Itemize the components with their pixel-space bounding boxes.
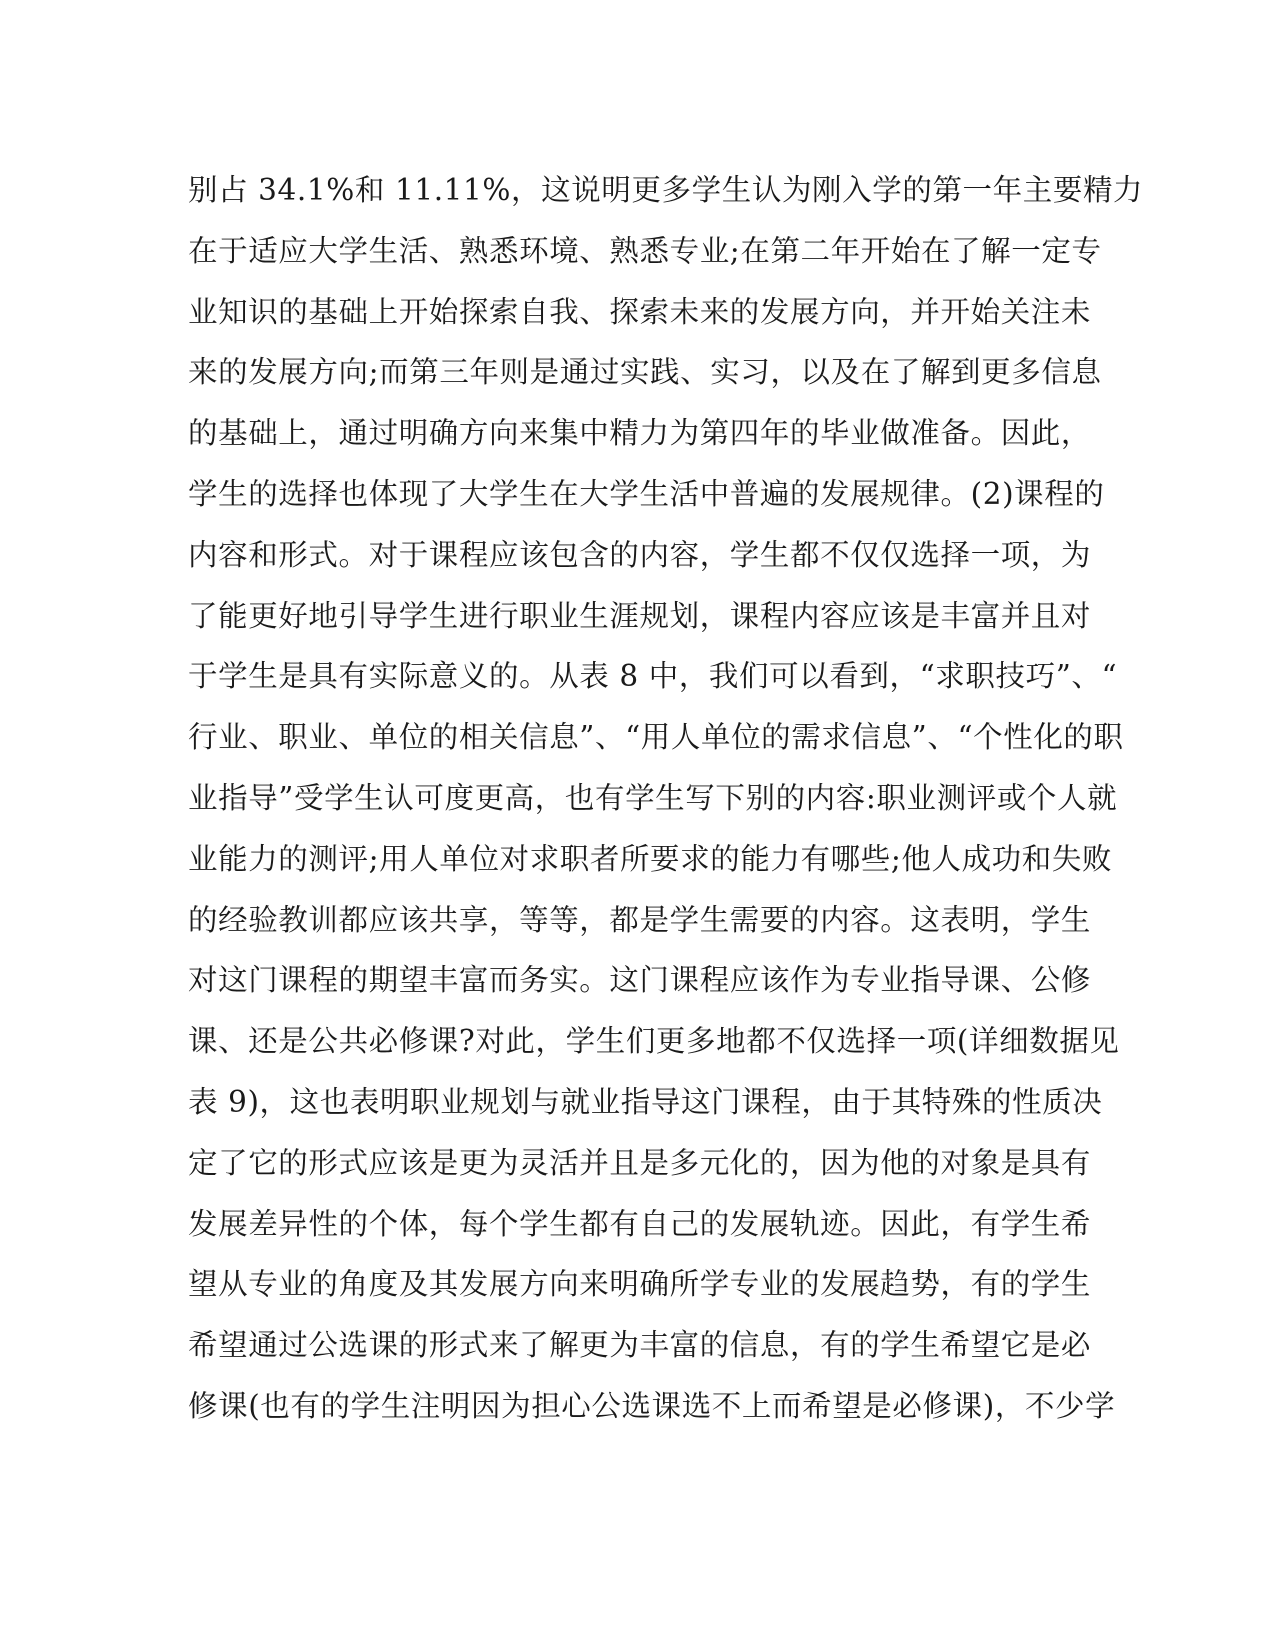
- text-line: 望从专业的角度及其发展方向来明确所学专业的发展趋势，有的学生: [188, 1267, 1092, 1302]
- text-line: 在于适应大学生活、熟悉环境、熟悉专业;在第二年开始在了解一定专: [188, 233, 1102, 268]
- text-line: 对这门课程的期望丰富而务实。这门课程应该作为专业指导课、公修: [188, 963, 1092, 998]
- text-line: 来的发展方向;而第三年则是通过实践、实习，以及在了解到更多信息: [188, 355, 1102, 390]
- text-line: 发展差异性的个体，每个学生都有自己的发展轨迹。因此，有学生希: [188, 1206, 1092, 1241]
- text-line: 别占 34.1%和 11.11%，这说明更多学生认为刚入学的第一年主要精力: [188, 173, 1144, 207]
- text-line: 内容和形式。对于课程应该包含的内容，学生都不仅仅选择一项，为: [188, 537, 1092, 572]
- text-line: 了能更好地引导学生进行职业生涯规划，课程内容应该是丰富并且对: [188, 598, 1092, 633]
- text-line: 业知识的基础上开始探索自我、探索未来的发展方向，并开始关注未: [188, 294, 1092, 329]
- text-line: 学生的选择也体现了大学生在大学生活中普遍的发展规律。(2)课程的: [188, 476, 1105, 511]
- text-line: 行业、职业、单位的相关信息”、“用人单位的需求信息”、“个性化的职: [188, 720, 1124, 755]
- text-line: 业指导”受学生认可度更高，也有学生写下别的内容:职业测评或个人就: [188, 780, 1118, 815]
- text-line: 修课(也有的学生注明因为担心公选课选不上而希望是必修课)，不少学: [188, 1388, 1116, 1423]
- text-line: 课、还是公共必修课?对此，学生们更多地都不仅选择一项(详细数据见: [188, 1024, 1120, 1059]
- text-line: 定了它的形式应该是更为灵活并且是多元化的，因为他的对象是具有: [188, 1145, 1092, 1180]
- text-line: 希望通过公选课的形式来了解更为丰富的信息，有的学生希望它是必: [188, 1328, 1092, 1363]
- text-line: 于学生是具有实际意义的。从表 8 中，我们可以看到，“求职技巧”、“: [188, 659, 1118, 694]
- text-line: 的基础上，通过明确方向来集中精力为第四年的毕业做准备。因此，: [188, 416, 1092, 451]
- text-line: 的经验教训都应该共享，等等，都是学生需要的内容。这表明，学生: [188, 902, 1092, 937]
- body-paragraph: [188, 160, 1144, 1437]
- text-line: 表 9)，这也表明职业规划与就业指导这门课程，由于其特殊的性质决: [188, 1084, 1103, 1119]
- text-line: 业能力的测评;用人单位对求职者所要求的能力有哪些;他人成功和失败: [188, 841, 1113, 876]
